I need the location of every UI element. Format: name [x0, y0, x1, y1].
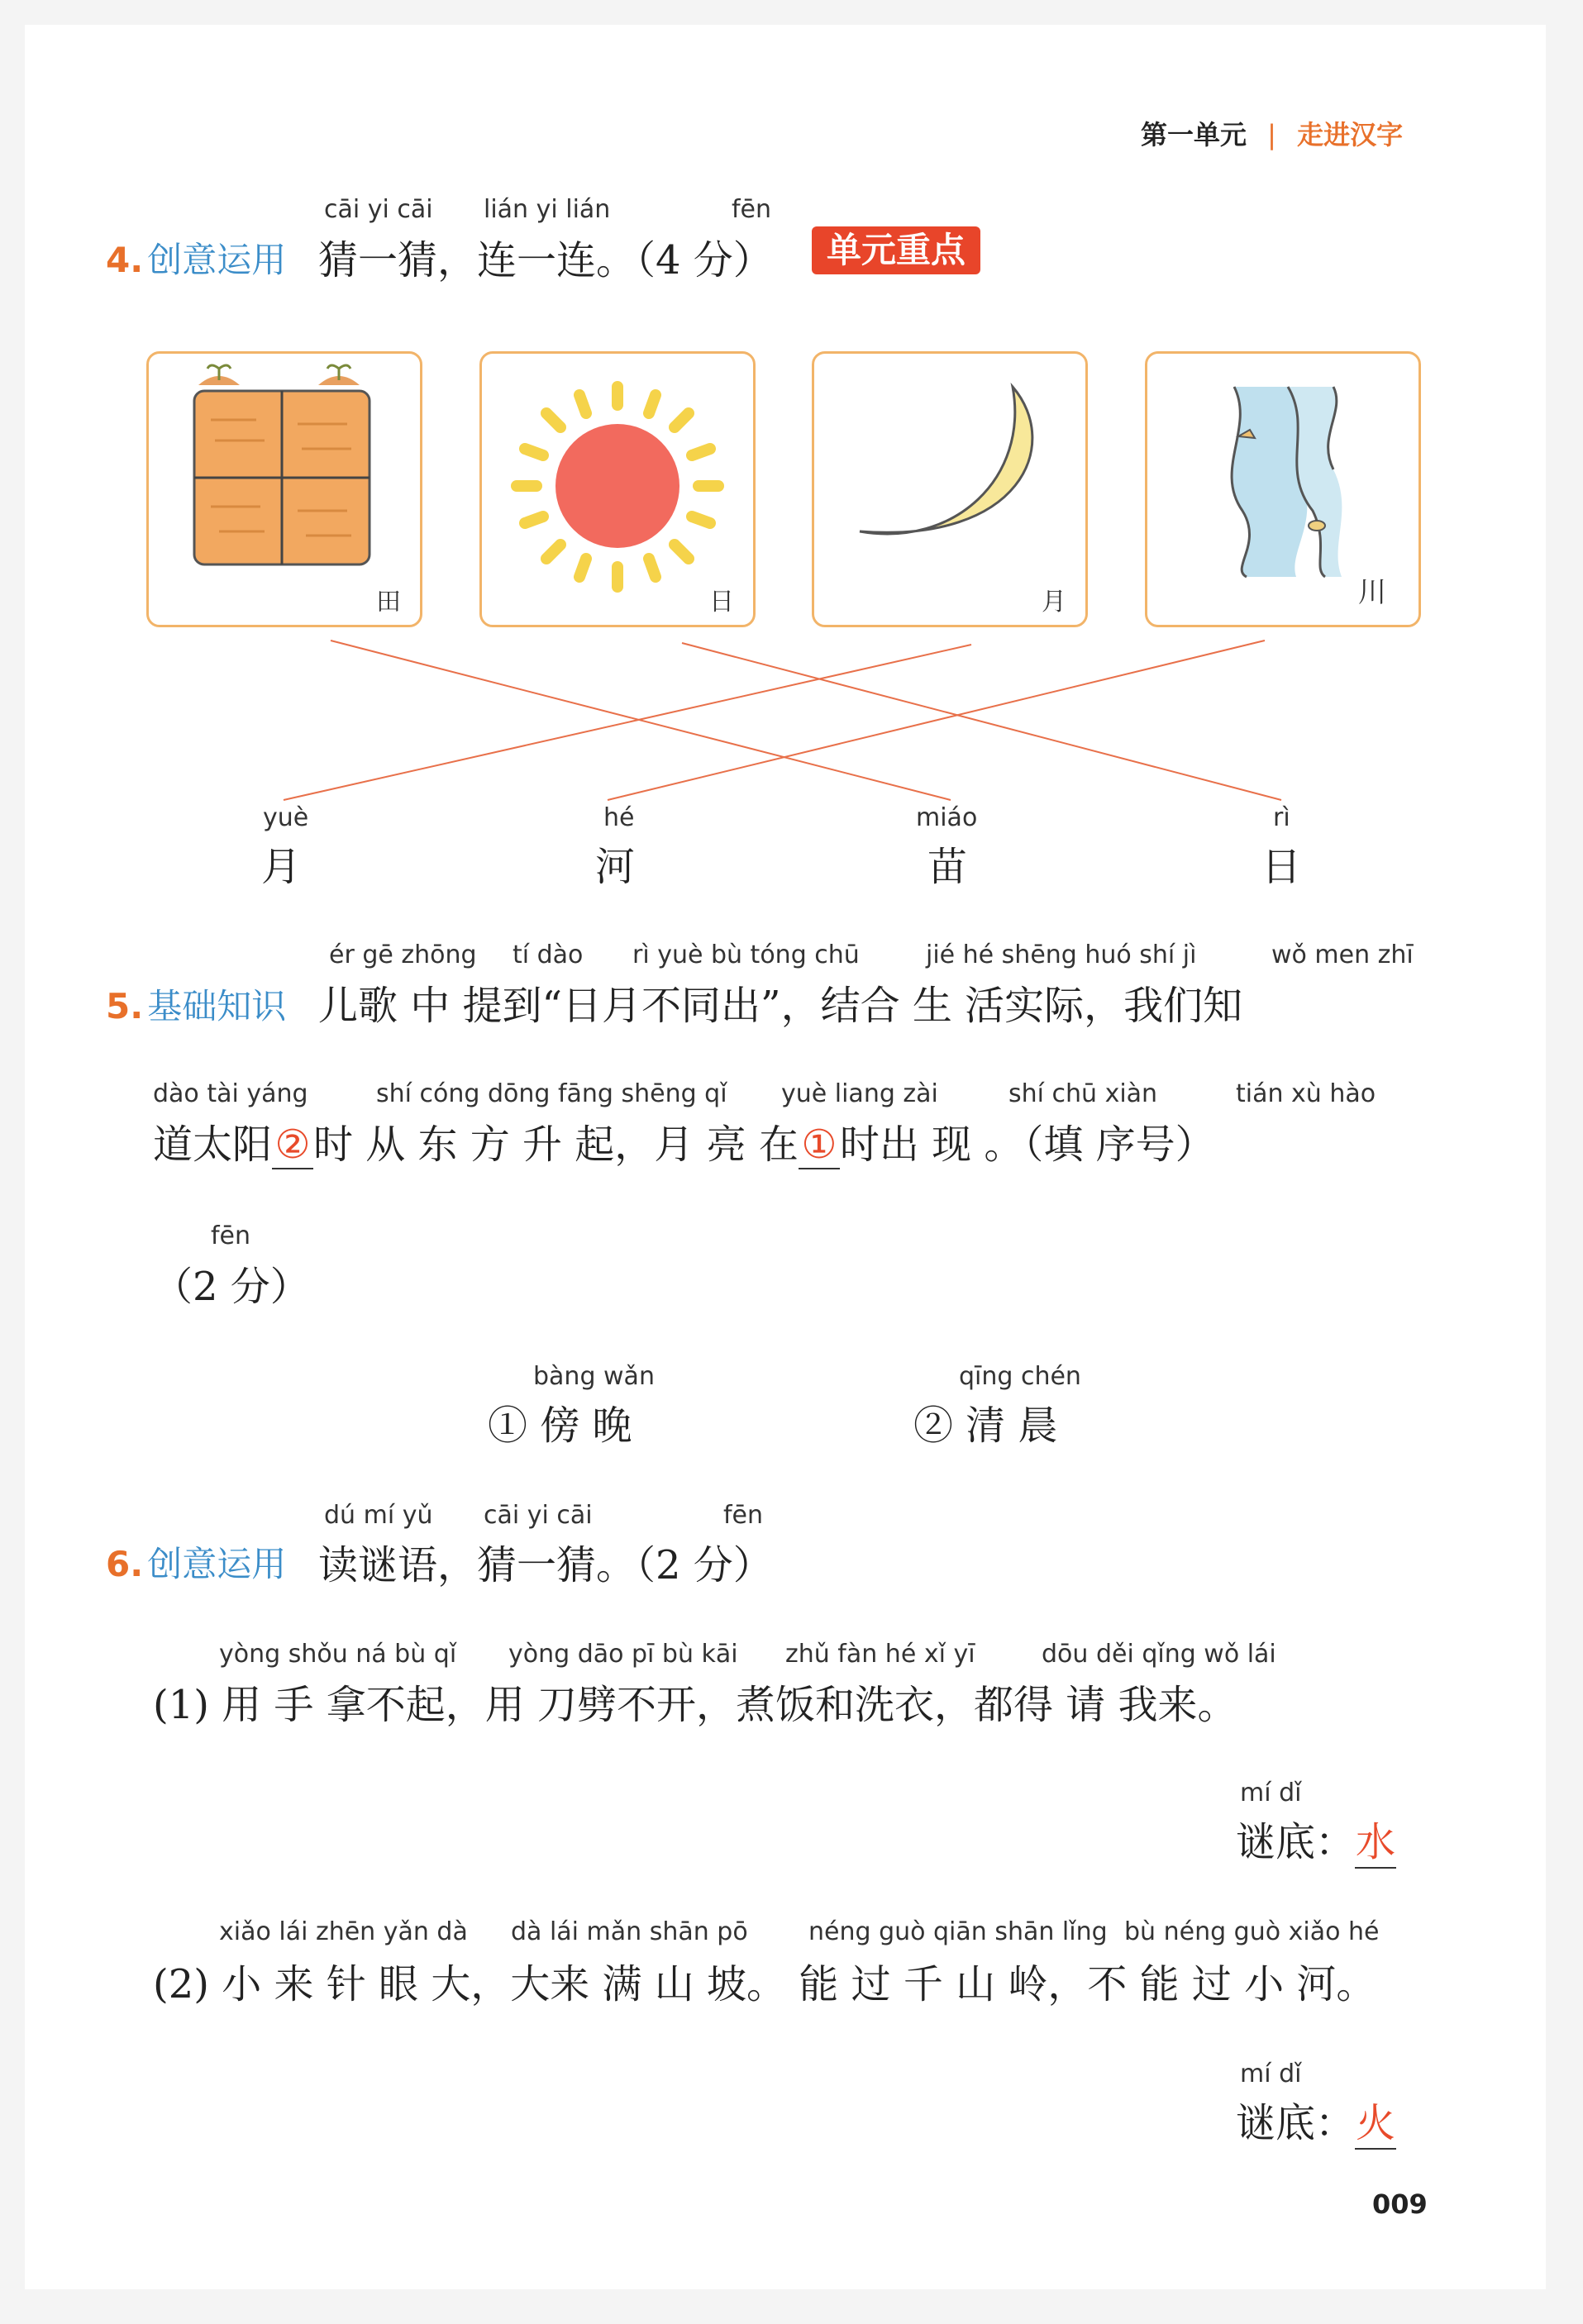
sun-glyph: 日 — [709, 588, 734, 617]
riddle-2-answer-label: 谜底： — [1236, 2100, 1356, 2146]
q5-option-1: ① 傍 晚 — [488, 1402, 632, 1449]
unit-title: 走进汉字 — [1297, 119, 1404, 150]
q6-pinyin-1: dú mí yǔ — [324, 1501, 433, 1530]
q5-number: 5. — [106, 986, 144, 1026]
page-number: 009 — [1372, 2188, 1428, 2220]
q5-line-2 — [153, 1112, 1215, 1169]
unit-key-badge: 单元重点 — [812, 226, 980, 274]
riddle-1-pinyin-4: dōu děi qǐng wǒ lái — [1042, 1640, 1276, 1669]
word-he: 河 — [595, 844, 636, 890]
q5-line-2c: 时出 现 。（填 序号） — [839, 1122, 1215, 1168]
line-field-miao — [331, 641, 951, 800]
q5-pinyin-2: tí dào — [513, 941, 584, 969]
q6-pinyin-2: cāi yi cāi — [484, 1501, 593, 1530]
river-glyph: 川 — [1358, 576, 1386, 609]
q4-tag: 创意运用 — [147, 240, 287, 280]
q4-instruction: 猜一猜，连一连。（4 分） — [318, 237, 773, 283]
unit-label: 第一单元 — [1141, 119, 1247, 150]
word-pinyin-miao: miáo — [916, 803, 978, 832]
q5-line-2a: 道太阳 — [153, 1122, 273, 1168]
q5-pinyin-3: rì yuè bù tóng chū — [632, 941, 860, 969]
moon-glyph: 月 — [1042, 588, 1066, 617]
riddle-2-answer-value[interactable]: 火 — [1355, 2091, 1396, 2150]
word-ri: 日 — [1261, 844, 1302, 890]
q5-heading — [106, 979, 286, 1029]
q4-pinyin-1: cāi yi cāi — [324, 195, 433, 224]
q5-pinyin-5: wǒ men zhī — [1271, 941, 1414, 969]
riddle-1-answer-pinyin: mí dǐ — [1240, 1779, 1302, 1807]
q5-pinyin-4: jié hé shēng huó shí jì — [926, 941, 1197, 969]
q5-pinyin-6: dào tài yáng — [153, 1079, 308, 1108]
q5-pinyin-7: shí cóng dōng fāng shēng qǐ — [376, 1079, 727, 1108]
riddle-1-text: (1) 用 手 拿不起，用 刀劈不开，煮饭和洗衣，都得 请 我来。 — [153, 1682, 1237, 1728]
riddle-2-pinyin-3: néng guò qiān shān lǐng — [808, 1917, 1108, 1946]
q5-score: （2 分） — [153, 1264, 310, 1310]
q5-answer-1[interactable]: ② — [272, 1122, 313, 1169]
q4-pinyin-2: lián yi lián — [484, 195, 611, 224]
q5-score-pinyin: fēn — [211, 1222, 251, 1250]
riddle-2-pinyin-4: bù néng guò xiǎo hé — [1124, 1917, 1380, 1946]
q5-line-1: 儿歌 中 提到“日月不同出”，结合 生 活实际，我们知 — [318, 983, 1243, 1029]
word-yue: 月 — [261, 844, 302, 890]
word-pinyin-ri: rì — [1273, 803, 1290, 832]
riddle-2-pinyin-2: dà lái mǎn shān pō — [511, 1917, 748, 1946]
q6-heading — [106, 1537, 286, 1587]
word-pinyin-he: hé — [603, 803, 635, 832]
q4-number: 4. — [106, 240, 144, 280]
q6-number: 6. — [106, 1544, 144, 1584]
word-miao: 苗 — [927, 844, 968, 890]
riddle-1-answer — [1236, 1810, 1396, 1869]
riddle-1-answer-label: 谜底： — [1236, 1819, 1356, 1865]
q5-answer-2[interactable]: ① — [799, 1122, 840, 1169]
q5-option-2-pinyin: qīng chén — [959, 1362, 1081, 1391]
field-glyph: 田 — [376, 588, 401, 617]
riddle-1-pinyin-3: zhǔ fàn hé xǐ yī — [785, 1640, 975, 1669]
q6-instruction: 读谜语，猜一猜。（2 分） — [318, 1542, 773, 1588]
riddle-1-pinyin-1: yòng shǒu ná bù qǐ — [219, 1640, 457, 1669]
riddle-2-pinyin-1: xiǎo lái zhēn yǎn dà — [219, 1917, 468, 1946]
q6-tag: 创意运用 — [147, 1544, 287, 1584]
q5-pinyin-10: tián xù hào — [1236, 1079, 1376, 1108]
header-separator: | — [1267, 119, 1276, 150]
riddle-2-text: (2) 小 来 针 眼 大，大来 满 山 坡。 能 过 千 山 岭，不 能 过 小 河。 — [153, 1961, 1376, 2007]
line-sun-ri — [682, 643, 1281, 800]
word-pinyin-yue: yuè — [263, 803, 309, 832]
q5-line-2b: 时 从 东 方 升 起，月 亮 在 — [313, 1122, 799, 1168]
line-moon-yue — [284, 645, 971, 800]
riddle-1-answer-value[interactable]: 水 — [1355, 1810, 1396, 1869]
q5-pinyin-8: yuè liang zài — [781, 1079, 938, 1108]
q5-pinyin-9: shí chū xiàn — [1008, 1079, 1158, 1108]
q5-option-2: ② 清 晨 — [913, 1402, 1058, 1449]
q6-pinyin-3: fēn — [723, 1501, 764, 1530]
q5-option-1-pinyin: bàng wǎn — [533, 1362, 655, 1391]
riddle-1-pinyin-2: yòng dāo pī bù kāi — [508, 1640, 738, 1669]
riddle-2-answer-pinyin: mí dǐ — [1240, 2060, 1302, 2088]
line-river-he — [608, 641, 1265, 800]
q5-pinyin-1: ér gē zhōng — [329, 941, 477, 969]
q5-tag: 基础知识 — [147, 986, 287, 1026]
riddle-2-answer — [1236, 2091, 1396, 2150]
q4-pinyin-3: fēn — [732, 195, 772, 224]
